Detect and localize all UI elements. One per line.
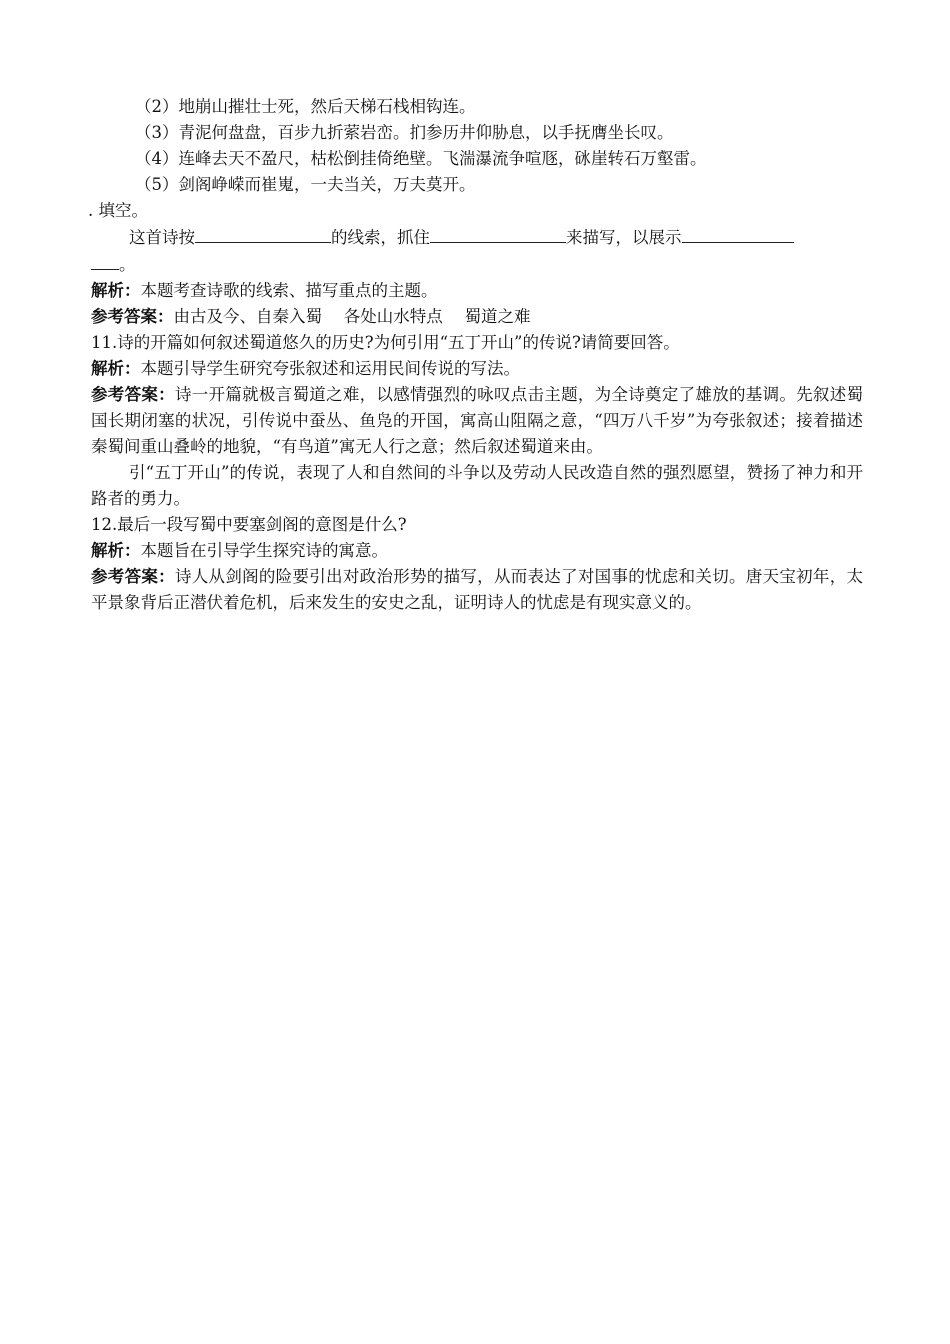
- answer-label: 参考答案：: [91, 385, 175, 404]
- verse-line: （3）青泥何盘盘，百步九折萦岩峦。扪参历井仰胁息，以手抚膺坐长叹。: [135, 123, 674, 142]
- verse-line: （4）连峰去天不盈尺，枯松倒挂倚绝壁。飞湍瀑流争喧豗，砯崖转石万壑雷。: [135, 149, 707, 168]
- q12-question: 12.最后一段写蜀中要塞剑阁的意图是什么?: [91, 515, 407, 534]
- q11-answer-continued: 引“五丁开山”的传说，表现了人和自然间的斗争以及劳动人民改造自然的强烈愿望，赞扬了神力和开路者的勇力。: [91, 463, 863, 508]
- blank-line: [91, 251, 119, 270]
- analysis-text: 本题考查诗歌的线索、描写重点的主题。: [140, 281, 438, 300]
- q12-analysis: [91, 538, 863, 564]
- fill-text: 。: [119, 255, 136, 274]
- blank-line: [430, 224, 566, 243]
- verse-line: （5）剑阁峥嵘而崔嵬，一夫当关，万夫莫开。: [135, 175, 476, 194]
- analysis-label: 解析：: [91, 281, 141, 300]
- answer-text: 诗人从剑阁的险要引出对政治形势的描写，从而表达了对国事的忧虑和关切。唐天宝初年，太平景象背后正潜伏着危机，后来发生的安史之乱，证明诗人的忧虑是有现实意义的。: [91, 567, 864, 612]
- blank-line: [682, 224, 794, 243]
- analysis-text: 本题旨在引导学生探究诗的寓意。: [140, 541, 388, 560]
- q10-analysis: [91, 278, 863, 304]
- answer-text: 由古及今、自秦入蜀 各处山水特点 蜀道之难: [173, 307, 531, 326]
- q11-question: 11.诗的开篇如何叙述蜀道悠久的历史?为何引用“五丁开山”的传说?请简要回答。: [91, 333, 680, 352]
- q10-heading: . 填空。: [88, 201, 148, 220]
- answer-text: 诗一开篇就极言蜀道之难，以感情强烈的咏叹点击主题，为全诗奠定了雄放的基调。先叙述蜀国长期闭塞的状况，引传说中蚕丛、鱼凫的开国，寓高山阻隔之意，“四万八千岁”为夸张叙述；接着描述秦蜀间重山叠岭的地貌，“有鸟道”寓无人行之意；然后叙述蜀道来由。: [91, 385, 864, 456]
- q11-answer: [91, 382, 863, 460]
- blank-line: [195, 224, 331, 243]
- q11-analysis: [91, 356, 863, 382]
- analysis-label: 解析：: [91, 359, 141, 378]
- q10-answer: [91, 304, 863, 330]
- fill-text: 的线索，抓住: [331, 228, 430, 247]
- verse-line: （2）地崩山摧壮士死，然后天梯石栈相钩连。: [135, 97, 476, 116]
- document-page: [88, 94, 864, 616]
- analysis-label: 解析：: [91, 541, 141, 560]
- q10-fill-blank: [91, 224, 863, 278]
- fill-text: 来描写，以展示: [566, 228, 682, 247]
- analysis-text: 本题引导学生研究夸张叙述和运用民间传说的写法。: [140, 359, 520, 378]
- fill-text: 这首诗按: [129, 228, 195, 247]
- answer-label: 参考答案：: [91, 567, 175, 586]
- q12-answer: [91, 564, 863, 616]
- answer-label: 参考答案：: [91, 307, 174, 326]
